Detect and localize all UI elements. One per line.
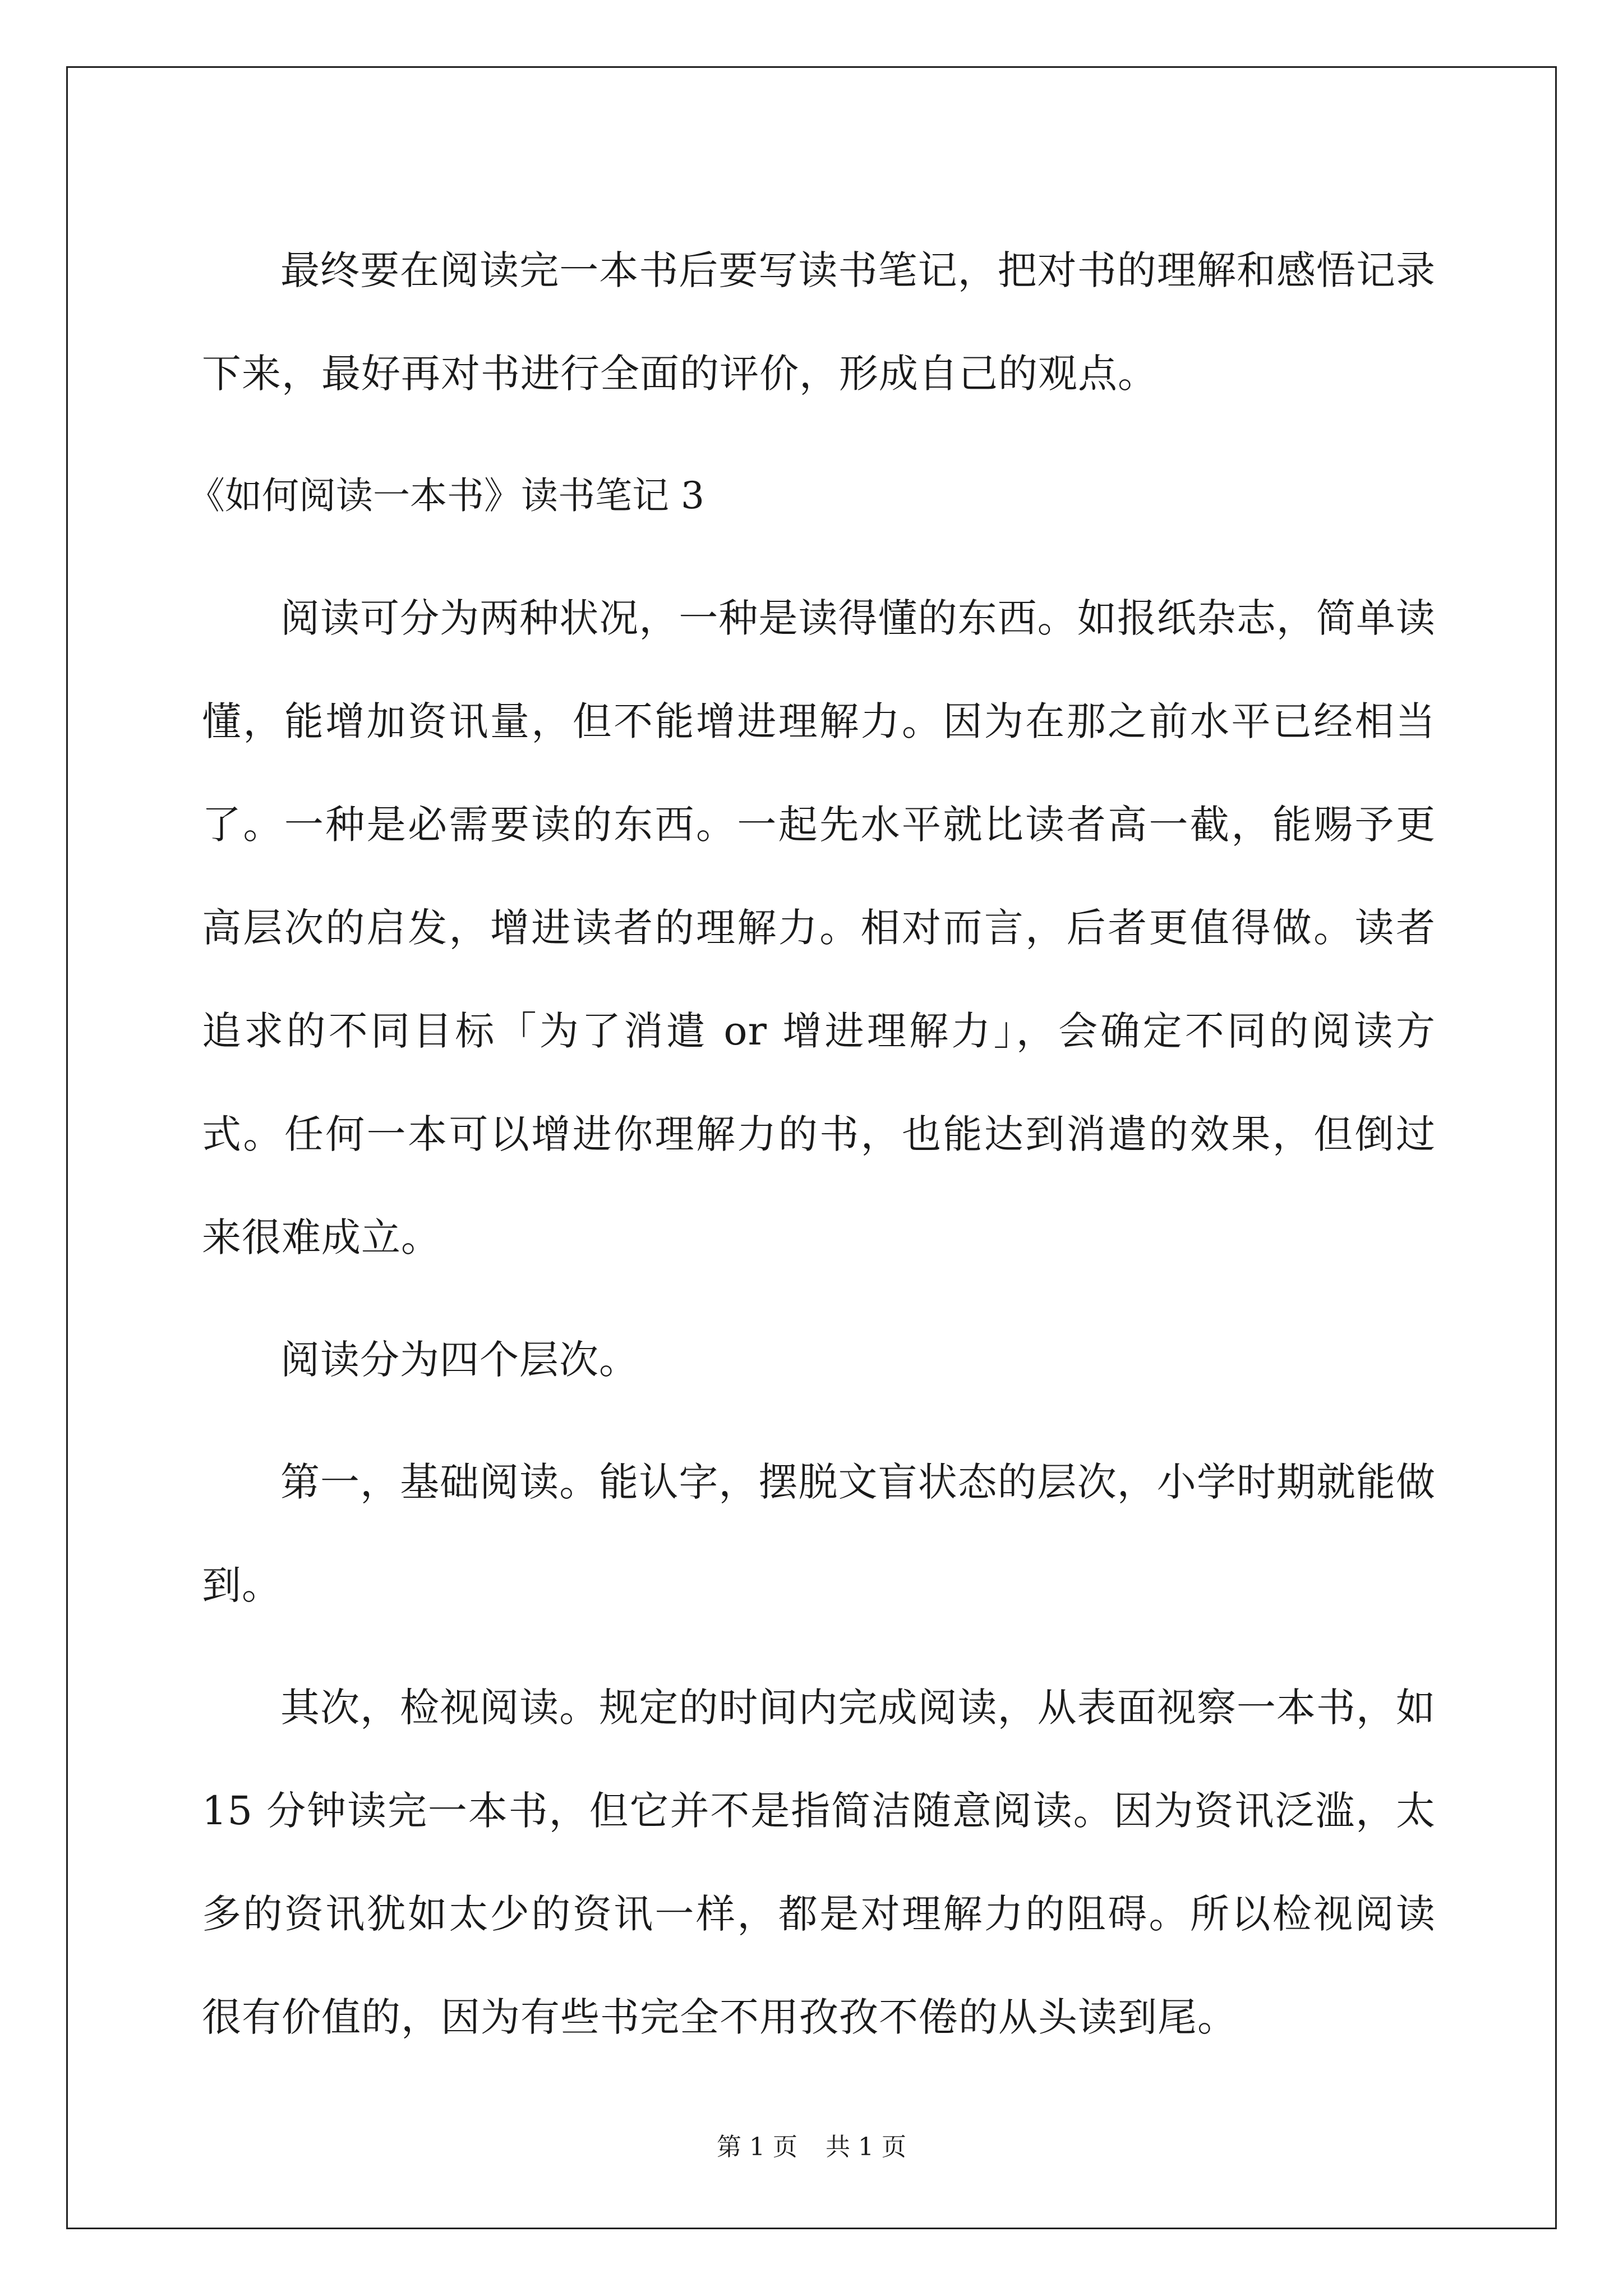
document-body <box>188 219 1436 2069</box>
page-footer <box>0 2131 1623 2164</box>
spacer <box>202 1411 1436 1430</box>
spacer <box>202 1637 1436 1656</box>
paragraph-reading-types: 阅读可分为两种状况，一种是读得懂的东西。如报纸杂志，简单读懂，能增加资讯量，但不能增进理解力。因为在那之前水平已经相当了。一种是必需要读的东西。一起先水平就比读者高一截，能赐予更高层次的启发，增进读者的理解力。相对而言，后者更值得做。读者追求的不同目标「为了消遣 or 增进理解力」，会确定不同的阅读方式。任何一本可以增进你理解力的书，也能达到消遣的效果，但倒过来很难成立。 <box>202 595 1436 1260</box>
paragraph-conclusion: 最终要在阅读完一本书后要写读书笔记，把对书的理解和感悟记录下来，最好再对书进行全面的评价，形成自己的观点。 <box>202 247 1436 397</box>
paragraph-level-one: 第一，基础阅读。能认字，摆脱文盲状态的层次，小学时期就能做到。 <box>202 1459 1436 1608</box>
section-heading: 《如何阅读一本书》读书笔记 3 <box>188 474 704 517</box>
page-number: 第 1 页 <box>717 2133 797 2161</box>
spacer <box>202 1289 1436 1308</box>
paragraph-four-levels: 阅读分为四个层次。 <box>280 1337 639 1383</box>
spacer <box>202 547 1436 567</box>
paragraph-level-two: 其次，检视阅读。规定的时间内完成阅读，从表面视察一本书，如 15 分钟读完一本书，但它并不是指简洁随意阅读。因为资讯泛滥，太多的资讯犹如太少的资讯一样，都是对理解力的阻碍。所以检视阅读很有价值的，因为有些书完全不用孜孜不倦的从头读到尾。 <box>202 1685 1436 2040</box>
spacer <box>202 425 1436 444</box>
page-total: 共 1 页 <box>826 2133 906 2161</box>
